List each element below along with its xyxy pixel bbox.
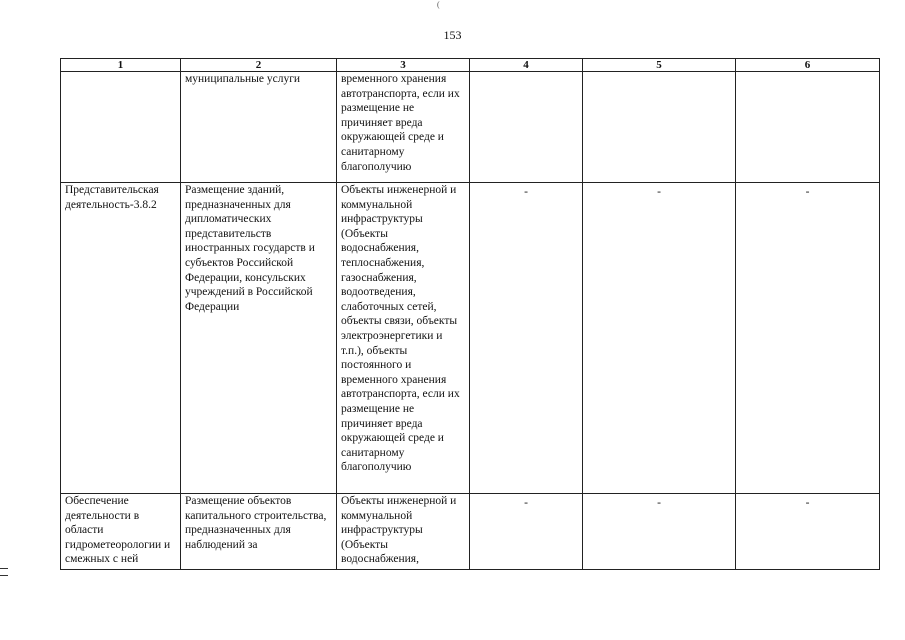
- table-row: [61, 494, 880, 570]
- header-col-6: 6: [736, 59, 880, 72]
- cell-col-4: [470, 72, 583, 183]
- cell-auxiliary-uses: Объекты инженерной и коммунальной инфраструктуры (Объекты водоснабжения,: [337, 494, 470, 570]
- cell-col-5: [583, 72, 736, 183]
- cell-use-type: [61, 72, 181, 183]
- table-row: [61, 183, 880, 494]
- cell-col-6: [736, 72, 880, 183]
- cell-col-5: -: [583, 183, 736, 494]
- header-col-3: 3: [337, 59, 470, 72]
- cell-description: муниципальные услуги: [181, 72, 337, 183]
- header-col-2: 2: [181, 59, 337, 72]
- cell-col-4: -: [470, 183, 583, 494]
- zoning-table: [60, 58, 880, 570]
- cell-col-5: -: [583, 494, 736, 570]
- header-col-1: 1: [61, 59, 181, 72]
- cell-use-type: Обеспечение деятельности в области гидрометеорологии и смежных с ней: [61, 494, 181, 570]
- table-header-row: [61, 59, 880, 72]
- cell-col-6: -: [736, 183, 880, 494]
- cell-description: Размещение зданий, предназначенных для дипломатических представительств иностранных государств и субъектов Российской Федерации, консульских учреждений в Российской Федерации: [181, 183, 337, 494]
- page-number: 153: [443, 28, 462, 42]
- scan-mark: (: [437, 0, 440, 9]
- cell-auxiliary-uses: Объекты инженерной и коммунальной инфраструктуры (Объекты водоснабжения, теплоснабжения, газоснабжения, водоотведения, слаботочных сетей, объекты связи, объекты электроэнергетики и т.п.), объекты постоянного и временного хранения автотранспорта, если их размещение не причиняет вреда окружающей среде и санитарному благополучию: [337, 183, 470, 494]
- header-col-5: 5: [583, 59, 736, 72]
- cell-auxiliary-uses: временного хранения автотранспорта, если их размещение не причиняет вреда окружающей среде и санитарному благополучию: [337, 72, 470, 183]
- header-col-4: 4: [470, 59, 583, 72]
- scan-edge-mark: [0, 568, 8, 576]
- cell-use-type: Представительская деятельность-3.8.2: [61, 183, 181, 494]
- cell-col-4: -: [470, 494, 583, 570]
- cell-col-6: -: [736, 494, 880, 570]
- cell-description: Размещение объектов капитального строительства, предназначенных для наблюдений за: [181, 494, 337, 570]
- table-row: [61, 72, 880, 183]
